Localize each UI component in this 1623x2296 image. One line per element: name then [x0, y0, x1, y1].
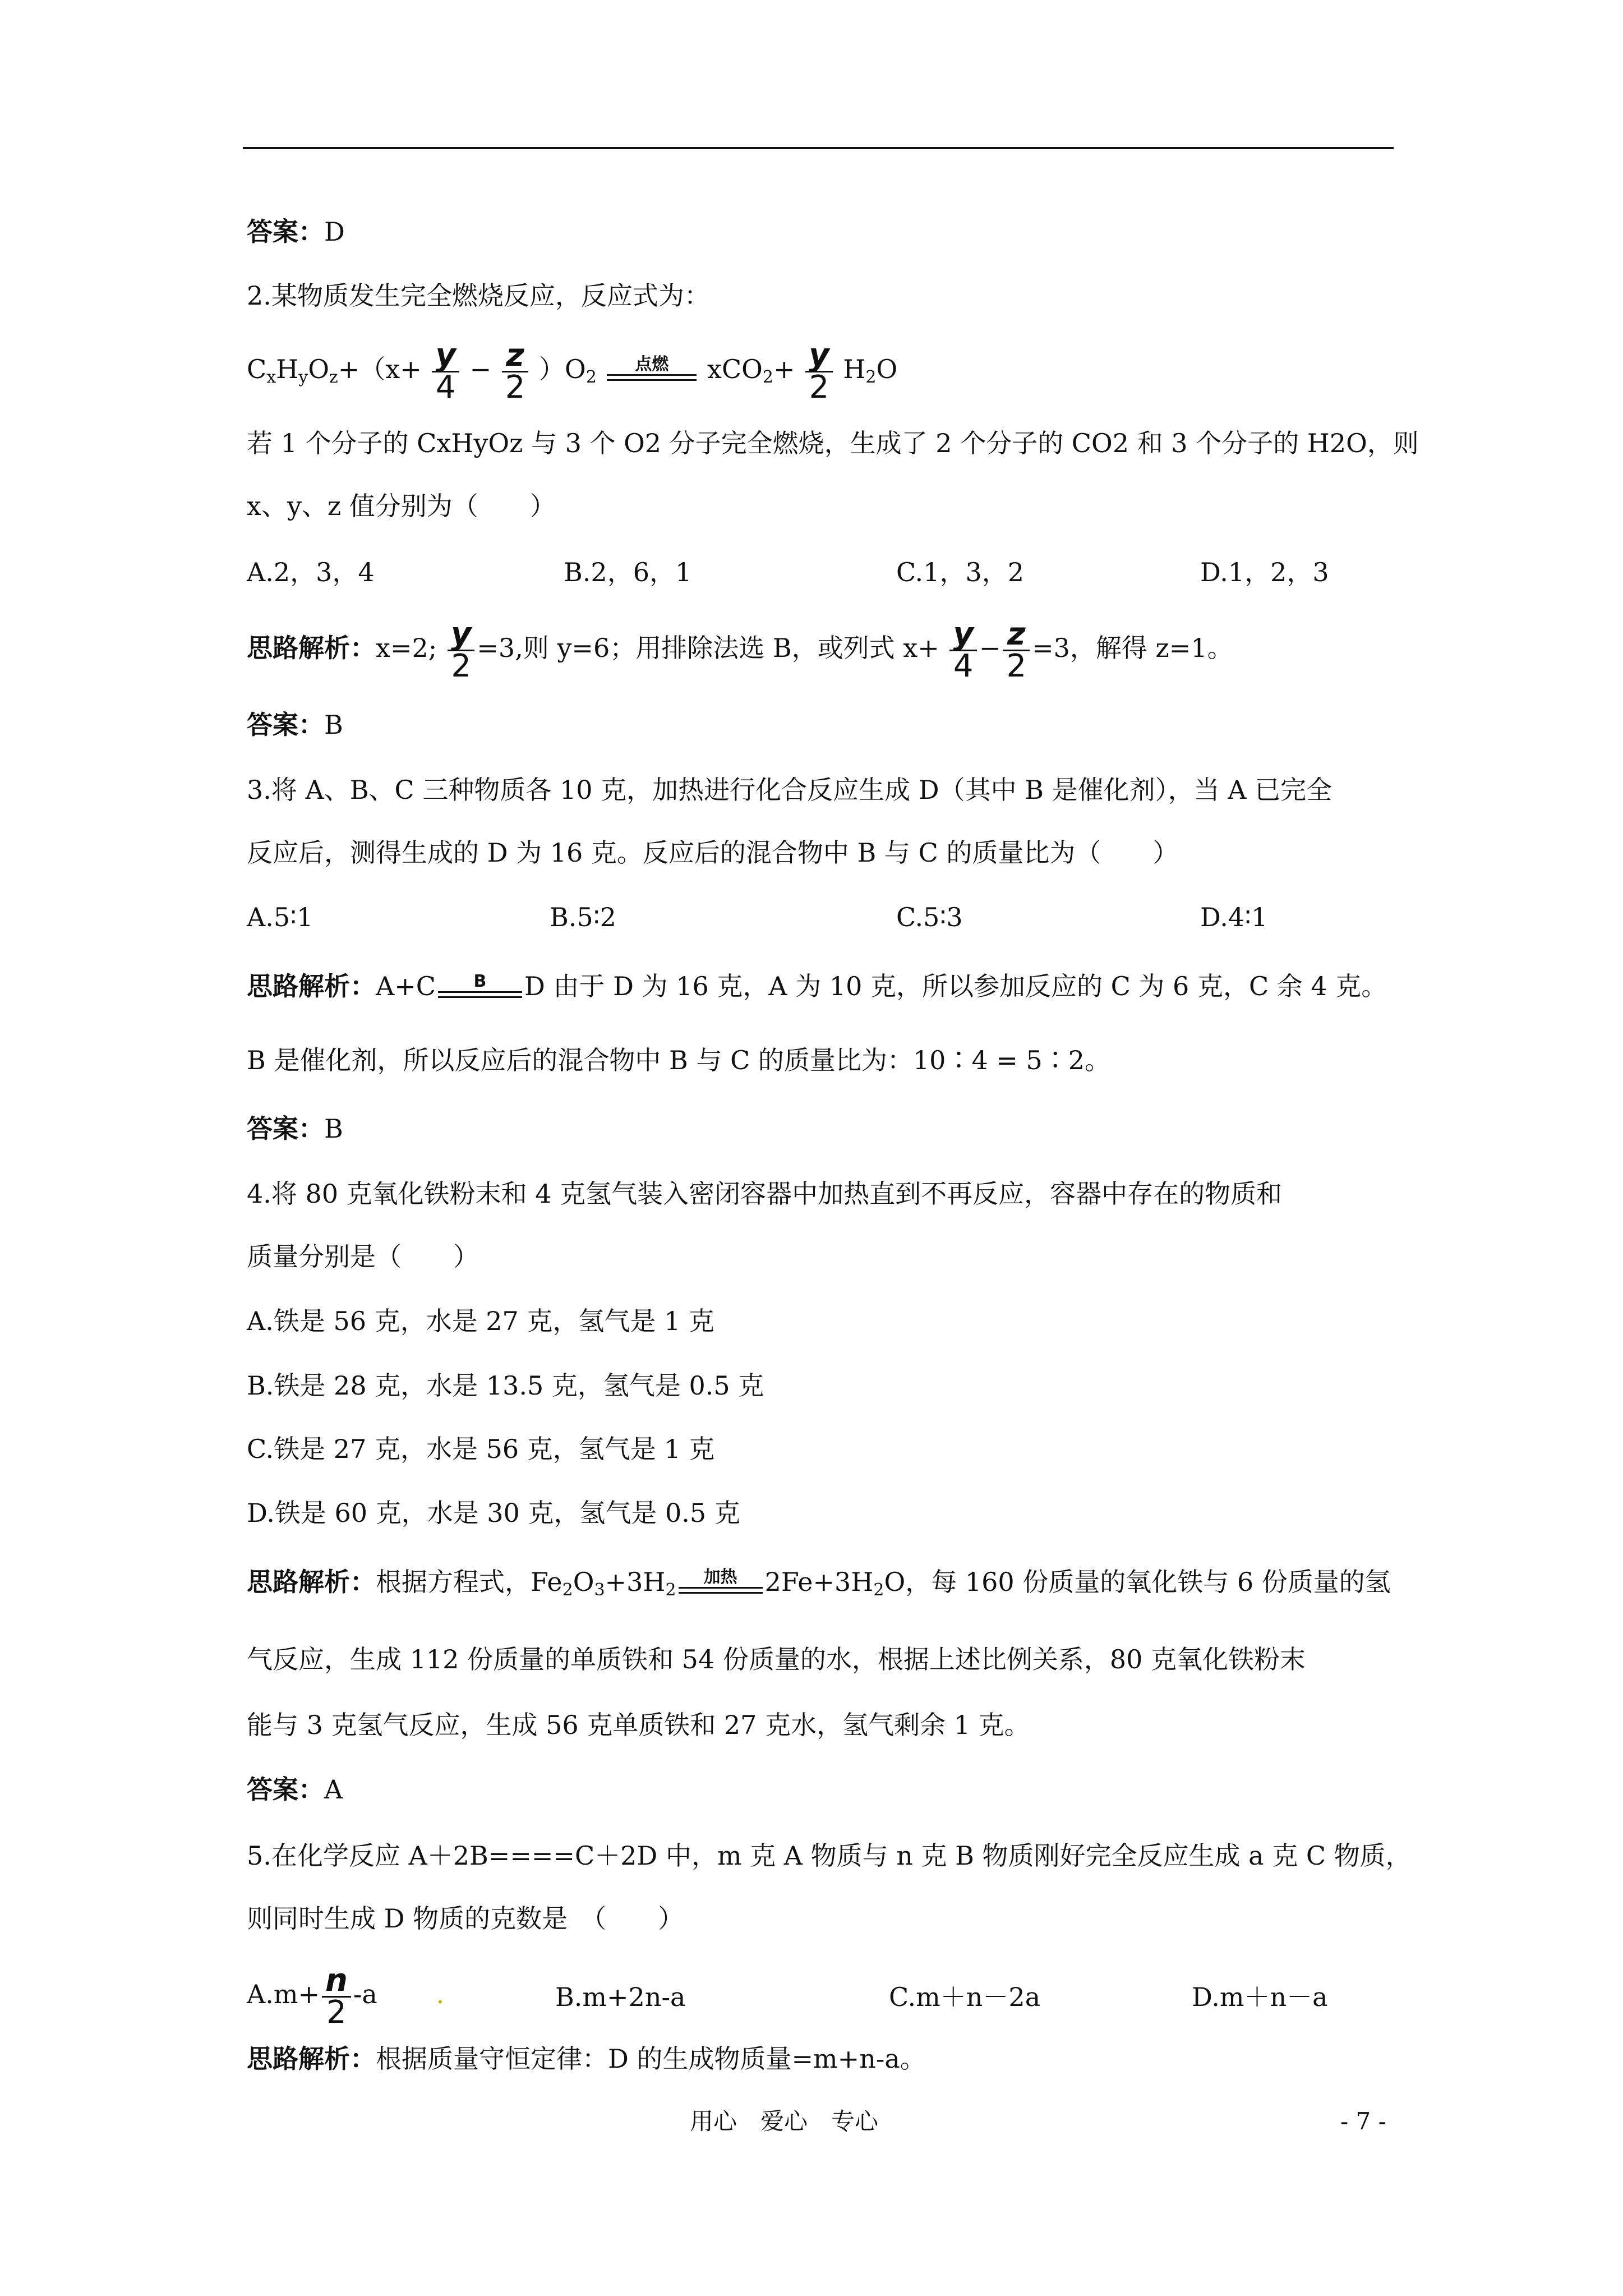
- answer-label: 答案：: [247, 217, 324, 247]
- header-rule: [243, 147, 1394, 149]
- q2-option-b: B.2，6，1: [564, 557, 692, 587]
- answer-4: 答案：A: [247, 1774, 343, 1805]
- q2-analysis: 思路解析：x=2; $\frac{y}{2}$ =3,则 y=6；用排除法选 B，或列式 x+ $\frac{y}{4}$ − $\frac{z}{2}$ =3，解得 z=1。: [247, 615, 1233, 684]
- q3-line5: B 是催化剂，所以反应后的混合物中 B 与 C 的质量比为：10∶4 = 5∶2。: [247, 1045, 1111, 1075]
- q5-option-b: B.m+2n-a: [555, 1982, 686, 2012]
- fraction-y-over-4: $\frac{y}{4}$: [432, 341, 459, 403]
- answer-3: 答案：B: [247, 1114, 343, 1144]
- answer-1: [247, 215, 345, 249]
- q4-line2: 质量分别是（ ）: [247, 1241, 479, 1272]
- q5-option-a: A.m+ $\frac{n}{2}$ -a .: [247, 1962, 445, 2031]
- q3-option-c: C.5∶3: [896, 902, 963, 932]
- fraction-n-over-2: $\frac{n}{2}$: [322, 1966, 351, 2028]
- fraction-z-over-2: $\frac{z}{2}$: [502, 341, 529, 403]
- page-number: - 7 -: [1340, 2108, 1386, 2135]
- answer-value: D: [324, 217, 345, 247]
- q4-option-c: C.铁是 27 克，水是 56 克，氢气是 1 克: [247, 1434, 715, 1464]
- q4-line9: 能与 3 克氢气反应，生成 56 克单质铁和 27 克水，氢气剩余 1 克。: [247, 1710, 1030, 1740]
- q3-line2: 反应后，测得生成的 D 为 16 克。反应后的混合物中 B 与 C 的质量比为（ ）: [247, 838, 1179, 868]
- q2-line3: 若 1 个分子的 CxHyOz 与 3 个 O2 分子完全燃烧，生成了 2 个分子的 CO2 和 3 个分子的 H2O，则: [247, 428, 1419, 458]
- q4-line8: 气反应，生成 112 份质量的单质铁和 54 份质量的水，根据上述比例关系，80 克氧化铁粉末: [247, 1644, 1306, 1674]
- stray-dot: .: [436, 1979, 445, 2009]
- reaction-arrow-ignite: 点燃: [607, 355, 697, 381]
- answer-2: 答案：B: [247, 710, 343, 740]
- reaction-arrow-catalyst: B: [438, 972, 522, 998]
- q3-line1: 3.将 A、B、C 三种物质各 10 克，加热进行化合反应生成 D（其中 B 是催化剂），当 A 已完全: [247, 775, 1332, 805]
- q5-analysis: 思路解析：根据质量守恒定律：D 的生成物质量=m+n-a。: [247, 2044, 926, 2074]
- q5-option-c: C.m＋n－2a: [889, 1982, 1041, 2012]
- fraction-z-over-2: $\frac{z}{2}$: [1003, 619, 1030, 682]
- reaction-arrow-heat: 加热: [679, 1568, 763, 1594]
- fraction-y-over-2: $\frac{y}{2}$: [448, 619, 475, 682]
- q3-option-b: B.5∶2: [550, 902, 616, 932]
- q3-analysis: 思路解析：A+C B D 由于 D 为 16 克，A 为 10 克，所以参加反应的 C 为 6 克，C 余 4 克。: [247, 971, 1387, 1001]
- q2-equation: $C_xH_yO_z+(x+$ $\frac{y}{4}$ − $\frac{z}{2}$ ）$O_2$ 点燃 xCO$_2$+ $\frac{y}{2}$ $H_2O$: [247, 337, 898, 406]
- q3-option-a: A.5∶1: [247, 902, 313, 932]
- q2-option-a: A.2，3，4: [247, 557, 375, 587]
- q4-option-a: A.铁是 56 克，水是 27 克，氢气是 1 克: [247, 1306, 714, 1336]
- fraction-y-over-2: $\frac{y}{2}$: [805, 341, 833, 403]
- q2-option-c: C.1，3，2: [896, 557, 1024, 587]
- q4-analysis: 思路解析：根据方程式，$Fe_2O_3+3H_2$ 加热 $2Fe+3H_2O$，每 160 份质量的氧化铁与 6 份质量的氢: [247, 1567, 1391, 1600]
- q3-option-d: D.4∶1: [1200, 902, 1268, 932]
- q5-line2: 则同时生成 D 物质的克数是 （ ）: [247, 1903, 684, 1934]
- fraction-y-over-4: $\frac{y}{4}$: [949, 619, 977, 682]
- q2-stem: 2.某物质发生完全燃烧反应，反应式为：: [247, 280, 710, 311]
- q2-option-d: D.1，2，3: [1200, 557, 1329, 587]
- q2-line4: x、y、z 值分别为（ ）: [247, 491, 556, 521]
- q4-line1: 4.将 80 克氧化铁粉末和 4 克氢气装入密闭容器中加热直到不再反应，容器中存在的物质和: [247, 1179, 1283, 1209]
- q4-option-d: D.铁是 60 克，水是 30 克，氢气是 0.5 克: [247, 1498, 740, 1528]
- q5-option-d: D.m＋n－a: [1192, 1982, 1328, 2012]
- footer-slogan: 用心 爱心 专心: [690, 2108, 879, 2135]
- q5-line1: 5.在化学反应 A＋2B====C＋2D 中，m 克 A 物质与 n 克 B 物质刚好完全反应生成 a 克 C 物质，: [247, 1841, 1412, 1871]
- q4-option-b: B.铁是 28 克，水是 13.5 克，氢气是 0.5 克: [247, 1370, 764, 1401]
